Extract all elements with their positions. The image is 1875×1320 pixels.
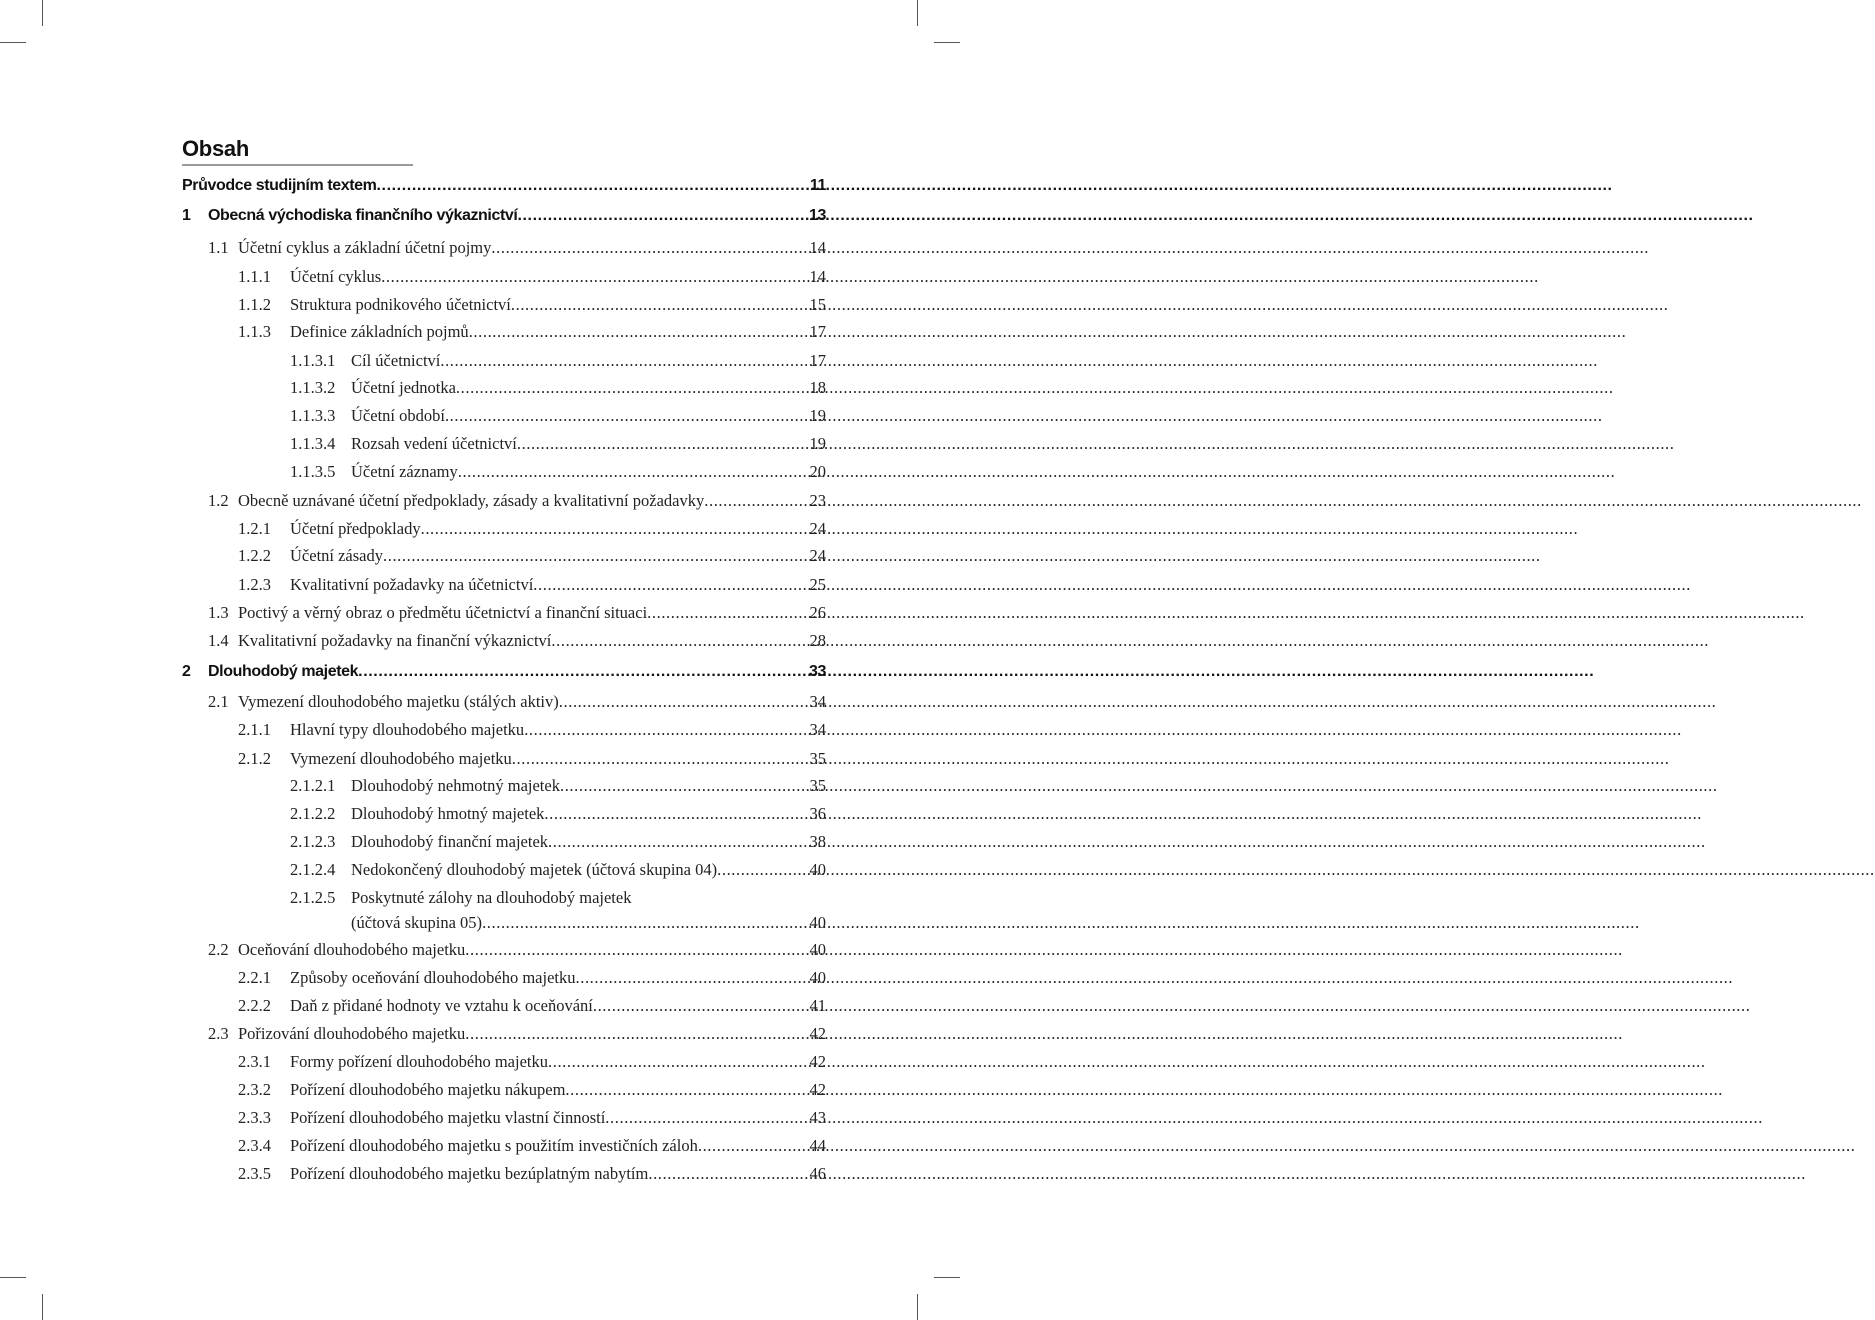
toc-entry-number: 1.3	[208, 603, 229, 622]
toc-entry[interactable]	[0, 351, 826, 371]
toc-entry-page-number: 24	[809, 546, 826, 565]
dot-leader	[458, 462, 807, 482]
page-title: Obsah	[182, 136, 249, 161]
toc-entry-label: Dlouhodobý finanční majetek	[351, 832, 549, 851]
toc-entry-page-number: 41	[809, 996, 826, 1015]
dot-leader	[491, 238, 806, 258]
dot-leader	[648, 1164, 806, 1184]
toc-entry-number: 1.2.2	[238, 546, 271, 565]
toc-entry-page-number: 40	[809, 968, 826, 987]
dot-leader	[511, 295, 807, 315]
toc-entry-number: 1	[182, 207, 191, 224]
dot-leader	[533, 575, 806, 595]
toc-entry-number: 2.1.2.5	[290, 888, 336, 907]
toc-entry[interactable]	[0, 996, 826, 1016]
dot-leader	[698, 1136, 807, 1156]
toc-entry-label-continuation: (účtová skupina 05)	[351, 913, 483, 932]
toc-entry-number: 2.3.3	[238, 1108, 271, 1127]
toc-entry[interactable]	[0, 749, 826, 769]
toc-entry-label: Oceňování dlouhodobého majetku	[238, 940, 466, 959]
toc-entry-label: Hlavní typy dlouhodobého majetku	[290, 720, 525, 739]
dot-leader	[421, 519, 807, 539]
toc-entry-continuation[interactable]	[0, 913, 826, 933]
toc-entry-label: Poctivý a věrný obraz o předmětu účetnictví a finanční situaci	[238, 603, 648, 622]
toc-entry[interactable]	[0, 776, 826, 796]
toc-entry-page-number: 42	[809, 1080, 826, 1099]
crop-mark	[917, 1294, 918, 1320]
dot-leader	[593, 996, 807, 1016]
toc-entry[interactable]	[0, 491, 826, 511]
toc-entry-number: 2.1.1	[238, 720, 271, 739]
dot-leader	[551, 631, 806, 651]
toc-entry-number: 2.1.2.2	[290, 804, 336, 823]
dot-leader	[717, 860, 806, 880]
dot-leader	[524, 720, 806, 740]
toc-entry[interactable]	[0, 1164, 826, 1184]
toc-entry-number: 1.2	[208, 491, 229, 510]
toc-entry[interactable]	[0, 1080, 826, 1100]
toc-entry[interactable]	[0, 575, 826, 595]
toc-entry-page-number: 40	[809, 860, 826, 879]
toc-entry-label: Kvalitativní požadavky na účetnictví	[290, 575, 534, 594]
toc-entry-page-number: 26	[809, 603, 826, 622]
toc-entry[interactable]	[0, 295, 826, 315]
toc-entry-page-number: 36	[809, 804, 826, 823]
toc-entry-number: 2.1.2	[238, 749, 271, 768]
toc-entry-label: Pořízení dlouhodobého majetku vlastní činností	[290, 1108, 606, 1127]
toc-entry-label: Způsoby oceňování dlouhodobého majetku	[290, 968, 576, 987]
toc-entry-label: Formy pořízení dlouhodobého majetku	[290, 1052, 548, 1071]
toc-entry[interactable]	[0, 631, 826, 651]
dot-leader	[647, 603, 806, 623]
toc-entry[interactable]	[0, 546, 826, 566]
toc-entry[interactable]	[0, 720, 826, 740]
toc-entry[interactable]	[0, 860, 826, 880]
toc-entry-label: Účetní záznamy	[351, 462, 458, 481]
dot-leader	[544, 804, 806, 824]
title-underline	[182, 164, 413, 166]
toc-entry[interactable]	[0, 406, 826, 426]
toc-entry-number: 1.2.3	[238, 575, 271, 594]
toc-entry-page-number: 33	[809, 663, 826, 680]
toc-entry-page-number: 43	[809, 1108, 826, 1127]
toc-entry-page-number: 17	[809, 322, 826, 341]
toc-entry-label: Účetní cyklus a základní účetní pojmy	[238, 238, 492, 257]
toc-entry-label: Dlouhodobý majetek	[208, 663, 359, 680]
toc-entry-page-number: 24	[809, 519, 826, 538]
dot-leader	[465, 1024, 806, 1044]
toc-entry-label: Rozsah vedení účetnictví	[351, 434, 517, 453]
toc-entry-label: Účetní cyklus	[290, 267, 382, 286]
toc-entry[interactable]	[0, 378, 826, 398]
toc-entry-number: 2.3.2	[238, 1080, 271, 1099]
toc-entry[interactable]	[0, 804, 826, 824]
toc-entry-page-number: 42	[809, 1052, 826, 1071]
toc-entry[interactable]	[0, 1108, 826, 1128]
toc-entry-number: 2.1.2.3	[290, 832, 336, 851]
toc-entry-label: Účetní období	[351, 406, 445, 425]
toc-entry-page-number: 17	[809, 351, 826, 370]
toc-entry-label: Obecně uznávané účetní předpoklady, zásady a kvalitativní požadavky	[238, 491, 705, 510]
dot-leader	[445, 406, 807, 426]
dot-leader	[377, 177, 807, 195]
toc-entry[interactable]	[0, 267, 826, 287]
toc-entry-page-number: 25	[809, 575, 826, 594]
toc-entry-label: Vymezení dlouhodobého majetku (stálých aktiv)	[238, 692, 559, 711]
toc-entry-number: 2.3.4	[238, 1136, 271, 1155]
toc-entry-page-number: 34	[809, 692, 826, 711]
crop-mark	[0, 1277, 26, 1278]
toc-entry-page-number: 38	[809, 832, 826, 851]
toc-entry-page-number: 42	[809, 1024, 826, 1043]
toc-entry-number: 1.1.3.2	[290, 378, 336, 397]
toc-entry-label: Pořízení dlouhodobého majetku nákupem	[290, 1080, 566, 1099]
toc-entry-number: 1.1.3.1	[290, 351, 336, 370]
dot-leader	[512, 749, 807, 769]
toc-entry-label: Účetní jednotka	[351, 378, 456, 397]
toc-entry[interactable]	[0, 207, 826, 225]
toc-entry-label: Cíl účetnictví	[351, 351, 441, 370]
toc-entry[interactable]	[0, 1052, 826, 1072]
toc-entry[interactable]	[0, 177, 826, 195]
dot-leader	[548, 832, 806, 852]
toc-entry-page-number: 35	[809, 776, 826, 795]
toc-entry-number: 2.2.2	[238, 996, 271, 1015]
toc-entry-number: 1.1.3	[238, 322, 271, 341]
toc-entry-page-number: 34	[809, 720, 826, 739]
dot-leader	[383, 546, 807, 566]
toc-entry-number: 2.3.1	[238, 1052, 271, 1071]
toc-entry[interactable]	[0, 692, 826, 712]
toc-entry-number: 2.1.2.4	[290, 860, 336, 879]
toc-entry-label: Pořízení dlouhodobého majetku bezúplatným nabytím	[290, 1164, 649, 1183]
toc-entry[interactable]	[0, 663, 826, 681]
toc-entry[interactable]	[0, 603, 826, 623]
dot-leader	[517, 207, 806, 225]
toc-entry-number: 2.1.2.1	[290, 776, 336, 795]
toc-entry-label: Struktura podnikového účetnictví	[290, 295, 511, 314]
crop-mark	[934, 42, 960, 43]
crop-mark	[0, 42, 26, 43]
toc-entry-page-number: 20	[809, 462, 826, 481]
toc-entry[interactable]	[0, 462, 826, 482]
toc-entry-page-number: 14	[809, 267, 826, 286]
toc-entry-page-number: 44	[809, 1136, 826, 1155]
toc-entry-page-number: 19	[809, 406, 826, 425]
toc-entry-number: 1.1.3.3	[290, 406, 336, 425]
dot-leader	[605, 1108, 806, 1128]
dot-leader	[559, 692, 807, 712]
crop-mark	[917, 0, 918, 26]
toc-entry-page-number: 46	[809, 1164, 826, 1183]
toc-entry-label: Účetní zásady	[290, 546, 383, 565]
toc-entry-label: Poskytnuté zálohy na dlouhodobý majetek	[351, 888, 632, 907]
toc-entry-number: 1.4	[208, 631, 229, 650]
toc-entry[interactable]	[0, 322, 826, 342]
toc-entry-label: Nedokončený dlouhodobý majetek (účtová skupina 04)	[351, 860, 718, 879]
toc-entry[interactable]	[0, 1136, 826, 1156]
dot-leader	[517, 434, 807, 454]
toc-entry-number: 2.2.1	[238, 968, 271, 987]
toc-entry[interactable]	[0, 434, 826, 454]
dot-leader	[440, 351, 806, 371]
toc-entry-label: Průvodce studijním textem	[182, 177, 377, 194]
toc-entry-page-number: 13	[809, 207, 826, 224]
toc-entry-number: 2.1	[208, 692, 229, 711]
toc-entry-label: Daň z přidané hodnoty ve vztahu k oceňování	[290, 996, 593, 1015]
toc-entry[interactable]	[0, 832, 826, 852]
toc-entry-number: 1.1	[208, 238, 229, 257]
toc-entry-page-number: 23	[809, 491, 826, 510]
toc-entry-number: 1.1.3.5	[290, 462, 336, 481]
toc-entry[interactable]	[0, 238, 826, 258]
toc-entry-page-number: 19	[809, 434, 826, 453]
dot-leader	[548, 1052, 807, 1072]
toc-entry-page-number: 15	[809, 295, 826, 314]
dot-leader	[381, 267, 806, 287]
toc-entry-label: Vymezení dlouhodobého majetku	[290, 749, 512, 768]
toc-entry-label: Obecná východiska finančního výkaznictví	[208, 207, 518, 224]
toc-entry-label: Definice základních pojmů	[290, 322, 469, 341]
toc-entry-label: Dlouhodobý hmotný majetek	[351, 804, 545, 823]
dot-leader	[469, 322, 807, 342]
toc-entry[interactable]	[0, 968, 826, 988]
toc-entry-number: 1.1.3.4	[290, 434, 336, 453]
dot-leader	[456, 378, 807, 398]
toc-entry-number: 2.3	[208, 1024, 229, 1043]
toc-entry[interactable]	[0, 940, 826, 960]
toc-entry-page-number: 40	[809, 913, 826, 932]
toc-entry-number: 1.2.1	[238, 519, 271, 538]
toc-entry-label: Dlouhodobý nehmotný majetek	[351, 776, 560, 795]
toc-entry-number: 2.3.5	[238, 1164, 271, 1183]
toc-entry-label: Pořízení dlouhodobého majetku s použitím investičních záloh	[290, 1136, 698, 1155]
toc-entry-page-number: 28	[809, 631, 826, 650]
toc-entry-page-number: 14	[809, 238, 826, 257]
dot-leader	[358, 663, 806, 681]
dot-leader	[565, 1080, 806, 1100]
crop-mark	[42, 1294, 43, 1320]
toc-entry-number: 2.2	[208, 940, 229, 959]
dot-leader	[482, 913, 806, 933]
toc-entry-page-number: 35	[809, 749, 826, 768]
toc-entry-number: 2	[182, 663, 191, 680]
dot-leader	[560, 776, 807, 796]
crop-mark	[42, 0, 43, 26]
dot-leader	[576, 968, 807, 988]
toc-entry-label: Kvalitativní požadavky na finanční výkaznictví	[238, 631, 552, 650]
toc-entry-page-number: 40	[809, 940, 826, 959]
toc-entry-label: Pořizování dlouhodobého majetku	[238, 1024, 466, 1043]
toc-entry-label: Účetní předpoklady	[290, 519, 421, 538]
toc-entry[interactable]	[0, 1024, 826, 1044]
toc-entry-number: 1.1.2	[238, 295, 271, 314]
dot-leader	[704, 491, 806, 511]
crop-mark	[934, 1277, 960, 1278]
toc-entry-page-number: 11	[809, 177, 826, 194]
toc-entry-page-number: 18	[809, 378, 826, 397]
toc-entry[interactable]	[0, 519, 826, 539]
toc-entry[interactable]	[0, 888, 826, 908]
toc-entry-number: 1.1.1	[238, 267, 271, 286]
dot-leader	[465, 940, 806, 960]
